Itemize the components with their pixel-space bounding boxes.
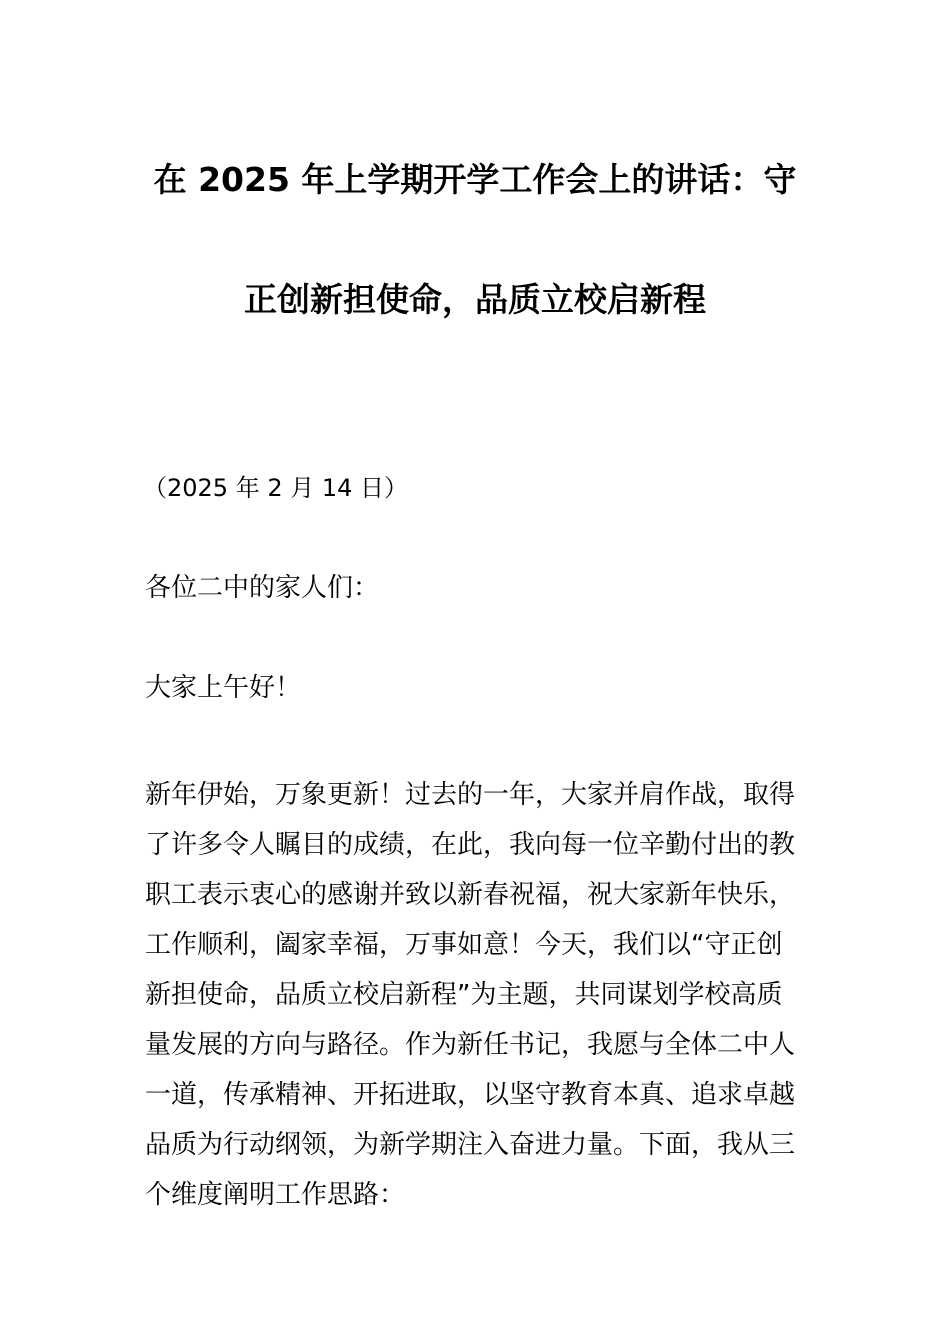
body-line: 量发展的方向与路径。作为新任书记，我愿与全体二中人 [145,1030,796,1060]
body-line: 个维度阐明工作思路： [145,1180,406,1210]
body-line: 新担使命，品质立校启新程”为主题，共同谋划学校高质 [145,980,783,1010]
body-line: 新年伊始，万象更新！过去的一年，大家并肩作战，取得 [145,780,796,810]
salutation: 各位二中的家人们： [145,573,380,603]
body-line: 了许多令人瞩目的成绩，在此，我向每一位辛勤付出的教 [145,830,796,860]
greeting: 大家上午好！ [145,673,302,703]
body-line: 一道，传承精神、开拓进取，以坚守教育本真、追求卓越 [145,1080,796,1110]
speech-date: （2025 年 2 月 14 日） [143,474,409,502]
body-line: 工作顺利，阖家幸福，万事如意！今天，我们以“守正创 [145,930,783,960]
body-paragraph [145,770,825,1220]
body-line: 职工表示衷心的感谢并致以新春祝福，祝大家新年快乐， [145,880,796,910]
title-line-1: 在 2025 年上学期开学工作会上的讲话：守 [153,160,797,199]
body-line: 品质为行动纲领，为新学期注入奋进力量。下面，我从三 [145,1130,796,1160]
title-line-2: 正创新担使命，品质立校启新程 [244,280,706,319]
